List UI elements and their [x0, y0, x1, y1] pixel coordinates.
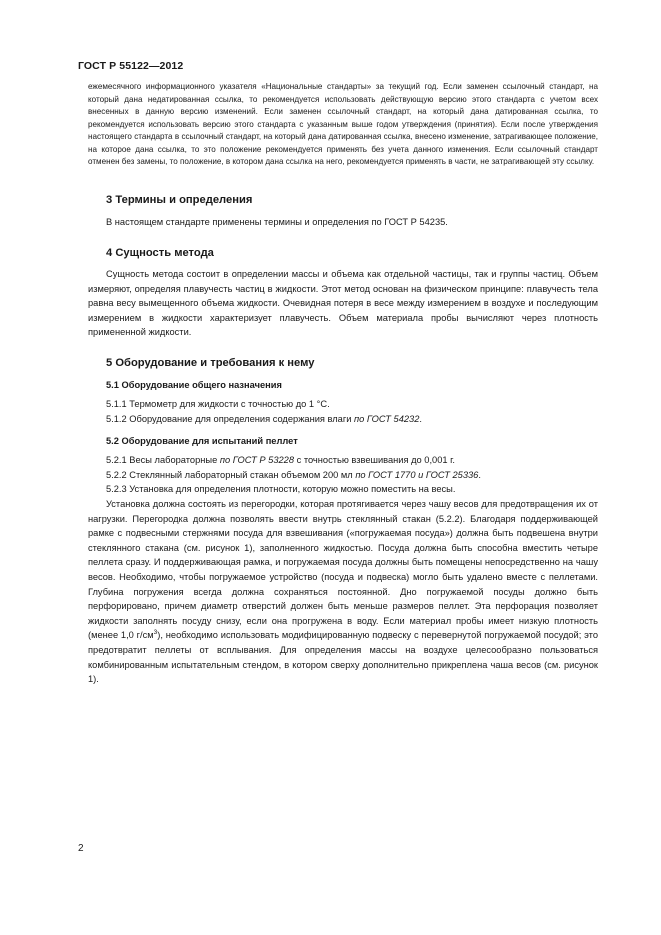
section-5-2-title: 5.2 Оборудование для испытаний пеллет — [106, 436, 298, 447]
item-5-2-3: 5.2.3 Установка для определения плотности, которую можно поместить на весы. — [106, 484, 456, 495]
item-5-2-1: 5.2.1 Весы лабораторные по ГОСТ Р 53228 с точностью взвешивания до 0,001 г. — [106, 455, 455, 466]
item-5-1-2: 5.1.2 Оборудование для определения содержания влаги по ГОСТ 54232. — [106, 413, 422, 424]
item-5-2-2: 5.2.2 Стеклянный лабораторный стакан объемом 200 мл по ГОСТ 1770 и ГОСТ 25336. — [106, 469, 481, 480]
item-5-2-3-description: Установка должна состоять из перегородки, которая протягивается через чашу весов для предотвращения их от нагрузки. Перегородка должна позволять ввести внутрь стеклянный стакан (5.2.2). Благодаря поддерживающей рамке с подвесными стержнями посуда для взвешивания («погружаемая посуда») должна быть подвешена внутри стеклянного стакана (см. рисунок 1), заполненного жидкостью. Посуда должна быть способна вместить четыре пеллета сразу. И поддерживающая рамка, и погружаемая посуда должны быть помещены непосредственно на чашу весов. Необходимо, чтобы погружаемое устройство (посуда и подвеска) могло быть удалено вместе с пеллетами. Глубина погружения всегда должна сохраняться постоянной. Дно погружаемой посуды должно быть перфорировано, причем диаметр отверстий должен быть меньше размеров пеллет. Эта перфорация позволяет жидкости заполнять посуду снизу, если она прогружена в воду. Если материал пробы имеет низкую плотность (менее 1,0 $г/см^3$), необходимо использовать модифицированную подвеску с перевернутой погружаемой посудой; это предотвратит пеллеты от всплывания. Для определения массы на воздухе целесообразно пользоваться комбинированным испытательным стендом, в котором сверху дополнительно прикреплена чаша весов (см. рисунок 1). — [88, 499, 598, 685]
page-number: 2 — [78, 843, 84, 854]
section-4-title: 4 Сущность метода — [106, 247, 214, 260]
section-3-title: 3 Термины и определения — [106, 193, 253, 206]
document-header: ГОСТ Р 55122—2012 — [78, 60, 184, 72]
page-content — [88, 81, 598, 687]
intro-block — [88, 81, 598, 169]
section-5-title: 5 Оборудование и требования к нему — [106, 357, 315, 370]
section-4-text: Сущность метода состоит в определении массы и объема как отдельной частицы, так и группы частиц. Объем измеряют, определяя плавучесть частиц в жидкости. Этот метод основан на физическом принципе: плавучесть тела равна весу вымещенного объема жидкости. Очевидная потеря в весе между измерением в воздухе и последующим измерением в жидкости характеризует плавучесть. Объем материала пробы вычисляют через плотность примененной жидкости. — [88, 269, 598, 338]
item-5-1-1: 5.1.1 Термометр для жидкости с точностью до 1 °С. — [106, 399, 330, 410]
intro-paragraph: ежемесячного информационного указателя «Национальные стандарты» за текущий год. Если заменен ссылочный стандарт, на который дана недатированная ссылка, то рекомендуется использовать действующую версию этого стандарта с учетом всех внесенных в данную версию изменений. Если заменен ссылочный стандарт, на который дана датированная ссылка, то рекомендуется использовать версию этого стандарта с указанным выше годом утверждения (принятия). Если после утверждения настоящего стандарта в ссылочный стандарт, на который дана датированная ссылка, внесено изменение, затрагивающее положение, на которое дана ссылка, то это положение рекомендуется применять без учета данного изменения. Если ссылочный стандарт отменен без замены, то положение, в котором дана ссылка на него, рекомендуется применять в части, не затрагивающей эту ссылку. — [88, 82, 598, 166]
section-3-text: В настоящем стандарте применены термины и определения по ГОСТ Р 54235. — [106, 216, 448, 227]
section-5-1-title: 5.1 Оборудование общего назначения — [106, 380, 282, 391]
